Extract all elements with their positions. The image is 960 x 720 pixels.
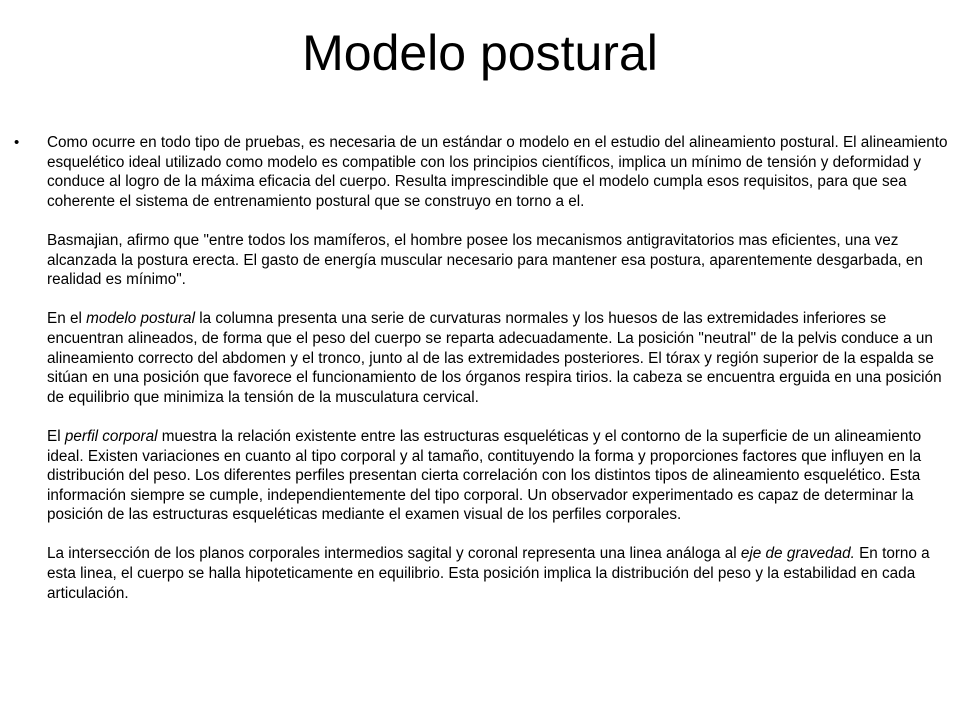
paragraph-text: En torno a esta linea, el cuerpo se halla hipoteticamente en equilibrio. Esta posición implica la distribución del peso y la estabilidad en cada articulación. bbox=[47, 545, 930, 602]
slide-body bbox=[14, 133, 954, 603]
paragraph-text: En el bbox=[47, 310, 87, 328]
paragraph-eje-gravedad bbox=[47, 544, 954, 603]
slide-title: Modelo postural bbox=[302, 25, 658, 81]
italic-term: perfil corporal bbox=[64, 427, 158, 445]
bullet-text bbox=[47, 133, 954, 603]
paragraph-text: Basmajian, afirmo que "entre todos los mamíferos, el hombre posee los mecanismos antigravitatorios mas eficientes, una vez alcanzada la postura erecta. El gasto de energía muscular necesario para mantener esa postura, aparentemente desgarbada, en realidad es mínimo". bbox=[47, 231, 923, 289]
paragraph-text: muestra la relación existente entre las estructuras esqueléticas y el contorno de la superficie de un alineamiento ideal. Existen variaciones en cuanto al tipo corporal y al tamaño, contituyendo la forma y proporciones factores que influyen en la distribución del peso. Los diferentes perfiles presentan cierta correlación con los distintos tipos de alineamiento esquelético. Esta información siempre se cumple, independientemente del tipo corporal. Un observador experimentado es capaz de determinar la posición de las estructuras esqueléticas mediante el examen visual de los perfiles corporales. bbox=[47, 427, 922, 524]
paragraph-intro bbox=[47, 133, 954, 211]
paragraph-modelo-postural bbox=[47, 309, 954, 407]
paragraph-text: Como ocurre en todo tipo de pruebas, es necesaria de un estándar o modelo en el estudio del alineamiento postural. El alineamiento esquelético ideal utilizado como modelo es compatible con los principios científicos, implica un mínimo de tensión y deformidad y conduce al logro de la máxima eficacia del cuerpo. Resulta imprescindible que el modelo cumpla esos requisitos, para que sea coherente el sistema de entrenamiento postural que se construyo en torno a el. bbox=[47, 134, 948, 210]
italic-term: modelo postural bbox=[86, 310, 195, 328]
paragraph-perfil-corporal bbox=[47, 427, 954, 525]
paragraph-basmajian bbox=[47, 231, 954, 290]
bullet-icon: • bbox=[14, 134, 20, 151]
paragraph-text: la columna presenta una serie de curvaturas normales y los huesos de las extremidades inferiores se encuentran alineados, de forma que el peso del cuerpo se reparta adecuadamente. La posición "neutral" de la pelvis conduce a un alineamiento correcto del abdomen y el tronco, junto al de las extremidades posteriores. El tórax y región superior de la espalda se sitúan en una posición que favorece el funcionamiento de los órganos respira tirios. la cabeza se encuentra erguida en una posición de equilibrio que minimiza la tensión de la musculatura cervical. bbox=[47, 310, 942, 406]
italic-term: eje de gravedad. bbox=[740, 545, 855, 563]
paragraph-text: El bbox=[47, 427, 65, 445]
paragraph-text: La intersección de los planos corporales intermedios sagital y coronal representa una linea análoga al bbox=[47, 545, 741, 563]
